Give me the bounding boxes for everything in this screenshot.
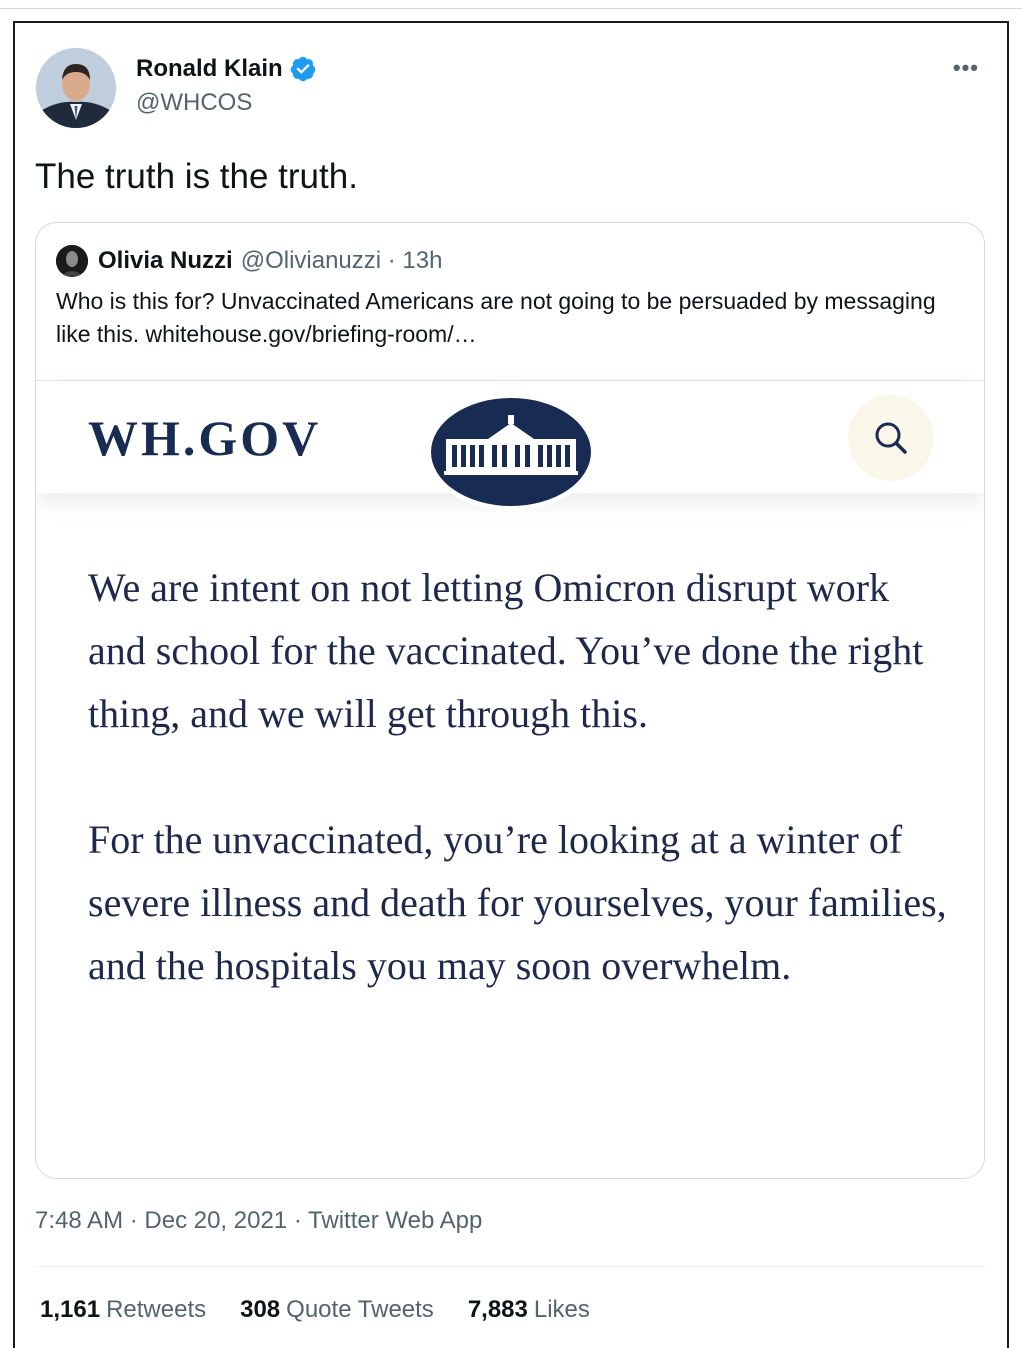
white-house-seal-icon [426, 395, 596, 513]
quoted-header [56, 245, 442, 277]
author-name[interactable]: Ronald Klain [136, 55, 283, 82]
tweet-text: The truth is the truth. [35, 157, 358, 196]
quoted-image [36, 380, 984, 1179]
tweet-meta[interactable]: 7:48 AM · Dec 20, 2021 · Twitter Web App [35, 1207, 483, 1234]
retweets-label: Retweets [106, 1296, 207, 1323]
quote-tweets-count: 308 [240, 1296, 281, 1323]
quote-tweets-stat[interactable] [240, 1296, 434, 1324]
quoted-text: Who is this for? Unvaccinated Americans are not going to be persuaded by messaging like this. whitehouse.gov/briefing-room/… [56, 288, 936, 347]
statement-paragraph-1: We are intent on not letting Omicron disrupt work and school for the vaccinated. You’ve done the right thing, and we will get through this. [88, 565, 924, 736]
likes-label: Likes [533, 1296, 590, 1323]
author-handle[interactable]: @WHCOS [136, 89, 253, 116]
tweet-stats [40, 1296, 590, 1324]
wh-statement [88, 556, 948, 1060]
top-divider [0, 8, 1022, 9]
stats-divider [35, 1266, 985, 1267]
wh-site-header [36, 381, 984, 493]
retweets-stat[interactable] [40, 1296, 206, 1324]
quoted-tweet[interactable] [35, 222, 985, 1179]
quoted-author-avatar [56, 245, 88, 277]
likes-stat[interactable] [468, 1296, 590, 1324]
quoted-author-handle: @Olivianuzzi · 13h [240, 247, 443, 274]
quoted-author-name[interactable]: Olivia Nuzzi [98, 247, 233, 274]
tweet-card [13, 21, 1009, 1348]
more-options-icon[interactable]: ••• [952, 55, 979, 80]
author-avatar[interactable] [36, 48, 116, 128]
statement-paragraph-2: For the unvaccinated, you’re looking at a winter of severe illness and death for yourselves, your families, and the hospitals you may soon overwhelm. [88, 817, 947, 988]
retweets-count: 1,161 [40, 1296, 101, 1323]
author-name-row[interactable] [136, 55, 317, 83]
likes-count: 7,883 [467, 1296, 528, 1323]
wh-site-logo: WH.GOV [88, 410, 322, 466]
search-icon[interactable] [848, 395, 934, 481]
verified-badge-icon [289, 55, 317, 83]
quote-tweets-label: Quote Tweets [286, 1296, 434, 1323]
